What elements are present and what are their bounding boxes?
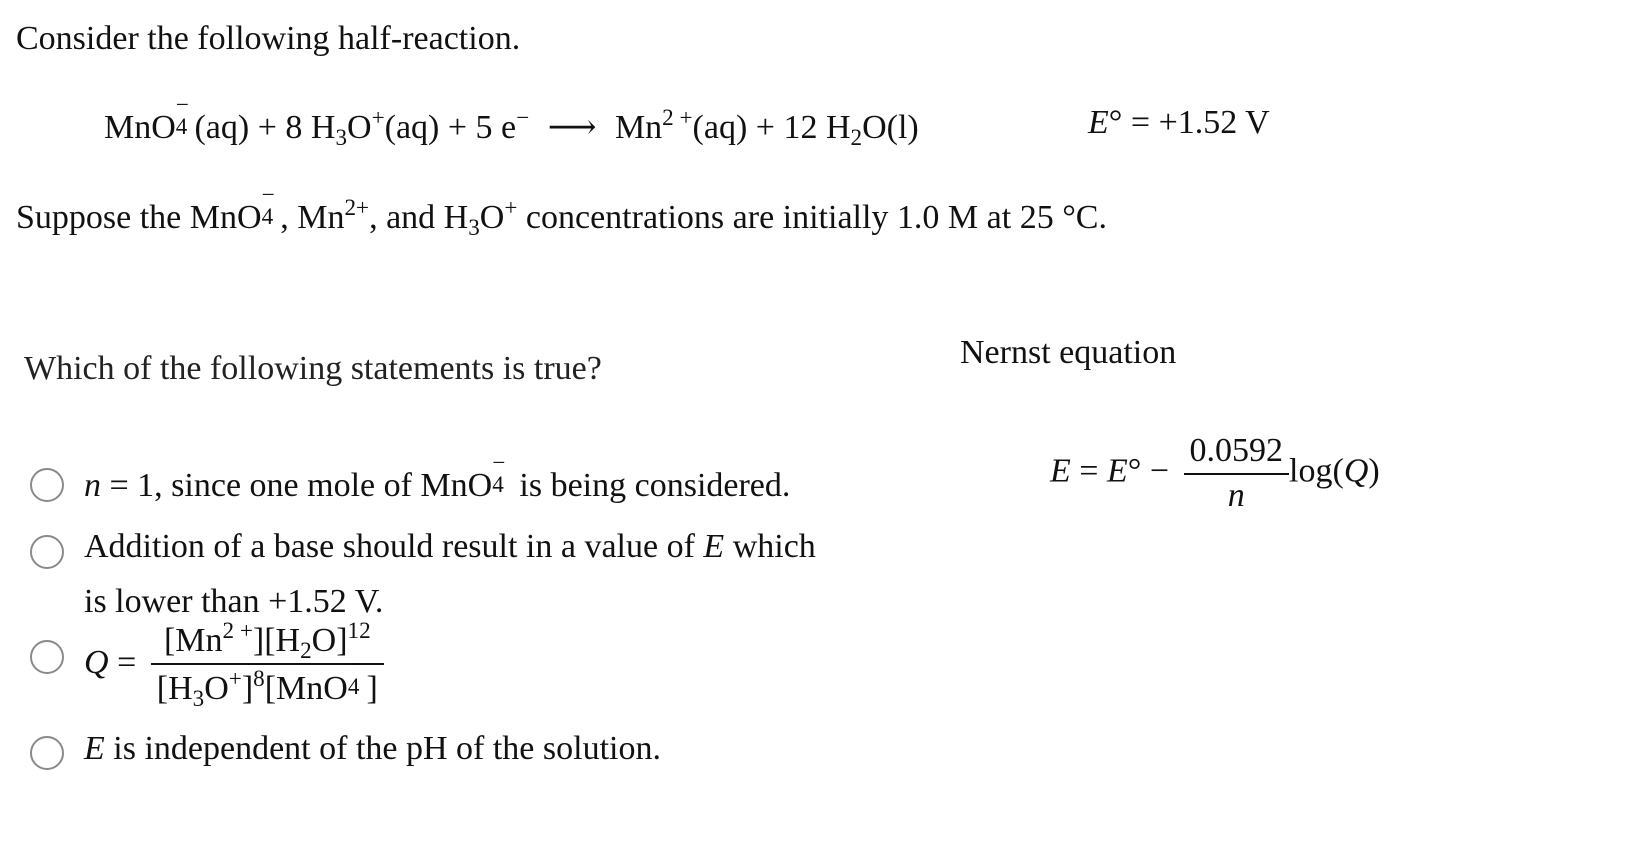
option-3-label[interactable]: Q = $[Mn^{2 +}][H_2O]^{12}$ $[H_3O^+]^8[MnO$ − 4 ] [84, 620, 384, 710]
nernst-title: Nernst equation [960, 334, 1177, 371]
option-1-label[interactable]: n = 1, since one mole of MnO − 4 is being considered. [84, 449, 791, 504]
option-2-radio[interactable] [30, 535, 64, 569]
option-3-radio[interactable] [30, 640, 64, 674]
standard-potential: E° = +1.52 V [1088, 104, 1270, 141]
question-text: Which of the following statements is true? [24, 350, 602, 387]
option-4-label[interactable]: E is independent of the pH of the solution. [84, 730, 661, 767]
intro-text: Consider the following half-reaction. [16, 20, 521, 57]
option-4-radio[interactable] [30, 736, 64, 770]
reaction-quotient-fraction: $[Mn^{2 +}][H_2O]^{12}$ $[H_3O^+]^8[MnO$ − 4 ] [151, 620, 384, 710]
half-reaction: MnO − 4 (aq) + 8 $H_3O^+(aq) + 5$ e− ⟶ $Mn^{2 +}(aq) + 12$ $H_2O(l)$ [104, 91, 919, 152]
conditions-text: Suppose the MnO − 4 , $Mn^{2+}$, and $H_3O^+$ concentrations are initially 1.0 M at 25 °C. [16, 181, 1107, 242]
reactant-permanganate: MnO − 4 [104, 91, 189, 146]
nernst-equation: E = E° − $\frac{0.0592}{n}$ log(Q) [1050, 430, 1380, 517]
nernst-fraction: $\frac{0.0592}{n}$ [1184, 430, 1290, 517]
option-2-label[interactable]: Addition of a base should result in a value of E which [84, 528, 816, 565]
option-1-radio[interactable] [30, 468, 64, 502]
reaction-arrow: ⟶ [547, 109, 597, 146]
option-2-label-line2[interactable]: is lower than +1.52 V. [84, 583, 384, 620]
